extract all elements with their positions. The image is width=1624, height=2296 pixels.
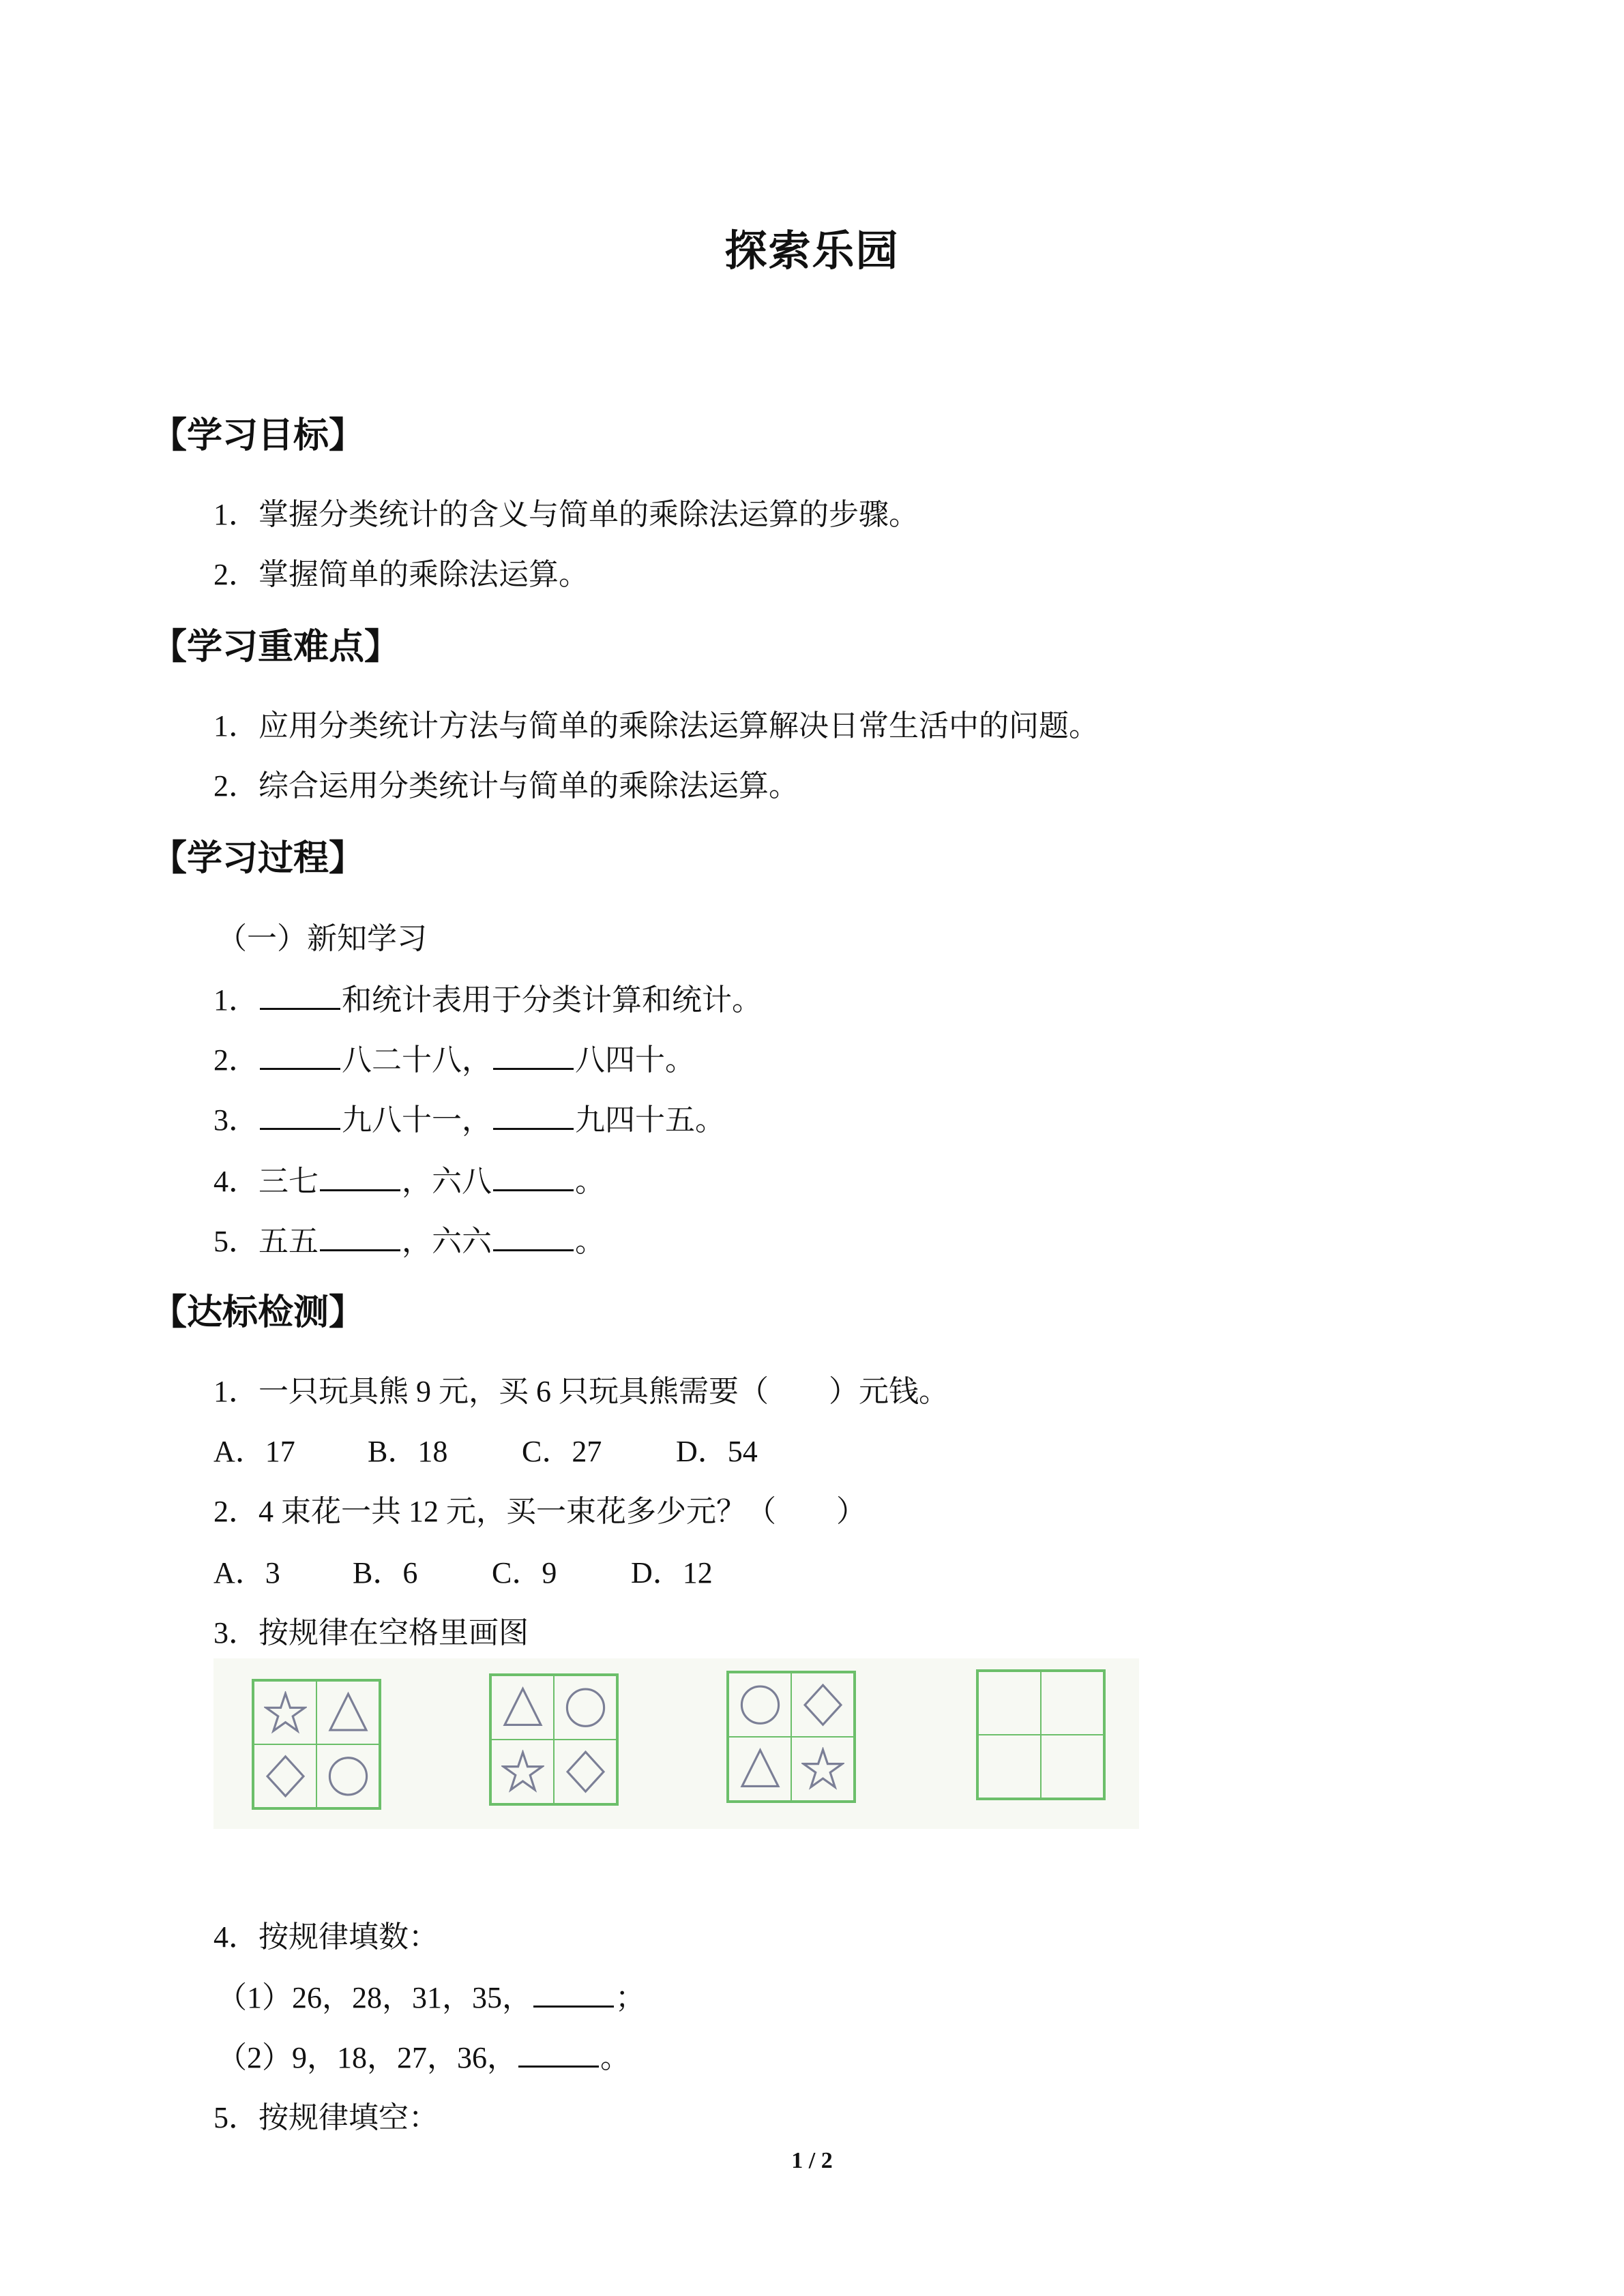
- question-4-item-2: [217, 2033, 630, 2076]
- pattern-grid-1: [252, 1679, 381, 1810]
- star-icon: [501, 1750, 544, 1793]
- diamond-icon: [801, 1683, 844, 1727]
- question-2-options: [213, 1548, 713, 1592]
- item-number: 2．: [213, 1043, 259, 1077]
- item-text: ，六六: [402, 1225, 492, 1258]
- empty-grid-cell[interactable]: [978, 1671, 1041, 1735]
- empty-grid-cell[interactable]: [978, 1735, 1041, 1798]
- option-b[interactable]: B．18: [368, 1435, 448, 1468]
- pattern-grid-answer[interactable]: [976, 1669, 1106, 1800]
- diamond-icon: [264, 1755, 307, 1798]
- answer-blank[interactable]: [260, 982, 340, 1010]
- option-d[interactable]: D．12: [631, 1556, 713, 1590]
- answer-blank[interactable]: [518, 2040, 599, 2068]
- fill-item-5: [213, 1217, 605, 1260]
- diamond-icon: [564, 1750, 607, 1793]
- key-point-item: 2．综合运用分类统计与简单的乘除法运算。: [213, 769, 799, 803]
- item-text: 八二十八，: [342, 1043, 492, 1077]
- item-number: 4．: [213, 1165, 259, 1198]
- answer-blank[interactable]: [260, 1042, 340, 1070]
- triangle-icon: [739, 1747, 782, 1791]
- goal-item: 2．掌握简单的乘除法运算。: [213, 558, 589, 591]
- item-text: ，六八: [402, 1165, 492, 1198]
- item-text: 。: [575, 1225, 605, 1258]
- pattern-grid-2: [489, 1673, 619, 1806]
- item-number: 3．: [213, 1103, 259, 1137]
- fill-item-4: [213, 1157, 605, 1200]
- pattern-figure: [213, 1658, 1139, 1829]
- option-a[interactable]: A．3: [213, 1556, 280, 1590]
- pattern-grid-3: [726, 1671, 856, 1803]
- circle-icon: [739, 1683, 782, 1727]
- circle-icon: [564, 1686, 607, 1729]
- option-c[interactable]: C．9: [492, 1556, 557, 1590]
- answer-blank[interactable]: [320, 1163, 400, 1191]
- number-sequence: （1）26，28，31，35，: [217, 1981, 532, 2014]
- item-text: 八四十。: [575, 1043, 695, 1077]
- grid-cell: [491, 1740, 554, 1804]
- item-number: 5．: [213, 1225, 259, 1258]
- triangle-icon: [327, 1691, 370, 1735]
- option-b[interactable]: B．6: [353, 1556, 418, 1590]
- grid-cell: [728, 1737, 791, 1801]
- grid-cell: [554, 1740, 617, 1804]
- grid-cell: [254, 1681, 316, 1744]
- item-text: 。: [575, 1165, 605, 1198]
- fill-item-2: [213, 1035, 695, 1079]
- item-text: 和统计表用于分类计算和统计。: [342, 983, 762, 1017]
- answer-blank[interactable]: [533, 1980, 614, 2008]
- grid-cell: [491, 1675, 554, 1740]
- grid-cell: [554, 1675, 617, 1740]
- grid-cell: [254, 1744, 316, 1808]
- option-d[interactable]: D．54: [676, 1435, 758, 1468]
- question-5: 5．按规律填空：: [213, 2101, 439, 2134]
- process-subheading: （一）新知学习: [217, 922, 427, 955]
- circle-icon: [327, 1755, 370, 1798]
- triangle-icon: [501, 1686, 544, 1729]
- punctuation: ；: [615, 1981, 645, 2014]
- grid-cell: [791, 1737, 854, 1801]
- item-number: 1．: [213, 983, 259, 1017]
- number-sequence: （2）9，18，27，36，: [217, 2041, 517, 2074]
- answer-blank[interactable]: [493, 1163, 574, 1191]
- question-4-item-1: [217, 1973, 645, 2016]
- question-2: 2．4 束花一共 12 元，买一束花多少元？（ ）: [213, 1495, 866, 1528]
- goal-item: 1．掌握分类统计的含义与简单的乘除法运算的步骤。: [213, 498, 919, 531]
- answer-blank[interactable]: [493, 1042, 574, 1070]
- empty-grid-cell[interactable]: [1041, 1735, 1104, 1798]
- question-4: 4．按规律填数：: [213, 1920, 439, 1954]
- section-heading-goals: 【学习目标】: [151, 415, 365, 456]
- grid-cell: [791, 1673, 854, 1737]
- grid-cell: [728, 1673, 791, 1737]
- section-heading-key-points: 【学习重难点】: [151, 627, 400, 668]
- star-icon: [801, 1747, 844, 1791]
- answer-blank[interactable]: [260, 1102, 340, 1130]
- key-point-item: 1．应用分类统计方法与简单的乘除法运算解决日常生活中的问题。: [213, 709, 1099, 743]
- grid-cell: [316, 1744, 379, 1808]
- grid-cell: [316, 1681, 379, 1744]
- section-heading-process: 【学习过程】: [151, 838, 365, 879]
- page-number: 1 / 2: [791, 2148, 833, 2173]
- option-a[interactable]: A．17: [213, 1435, 295, 1468]
- empty-grid-cell[interactable]: [1041, 1671, 1104, 1735]
- item-text: 九四十五。: [575, 1103, 725, 1137]
- answer-blank[interactable]: [320, 1223, 400, 1251]
- option-c[interactable]: C．27: [522, 1435, 602, 1468]
- punctuation: 。: [600, 2041, 630, 2074]
- page-title: 探索乐园: [724, 226, 900, 275]
- section-heading-test: 【达标检测】: [151, 1292, 365, 1333]
- fill-item-1: [213, 975, 762, 1019]
- star-icon: [264, 1691, 307, 1735]
- answer-blank[interactable]: [493, 1102, 574, 1130]
- item-text: 五五: [259, 1225, 319, 1258]
- fill-item-3: [213, 1095, 725, 1139]
- question-1: 1．一只玩具熊 9 元，买 6 只玩具熊需要（ ）元钱。: [213, 1375, 949, 1408]
- answer-blank[interactable]: [493, 1223, 574, 1251]
- item-text: 九八十一，: [342, 1103, 492, 1137]
- question-1-options: [213, 1427, 758, 1470]
- item-text: 三七: [259, 1165, 319, 1198]
- question-3: 3．按规律在空格里画图: [213, 1616, 529, 1650]
